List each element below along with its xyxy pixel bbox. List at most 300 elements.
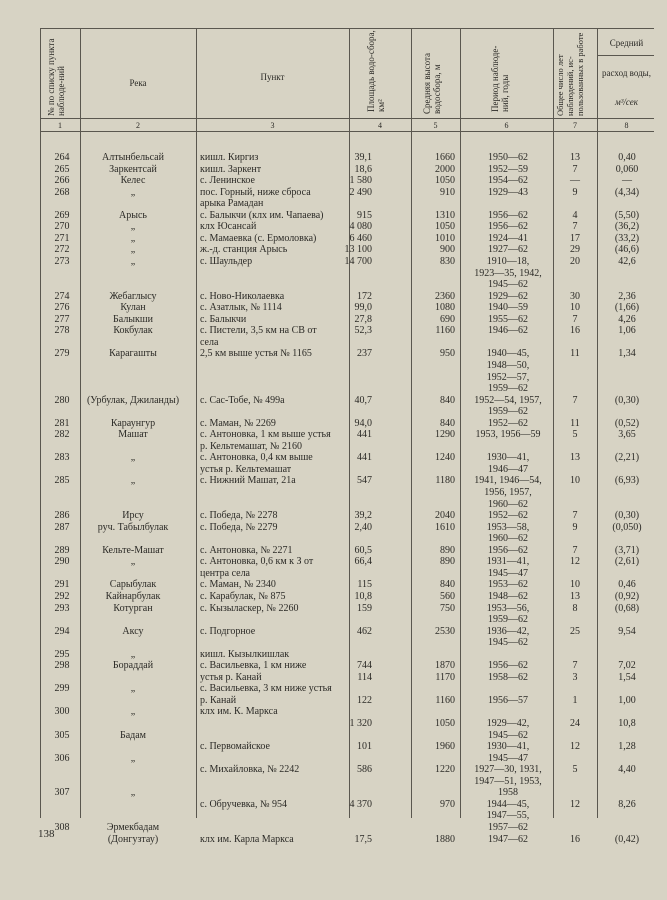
years-count: 7 bbox=[572, 221, 578, 233]
river-name: „ bbox=[130, 244, 136, 256]
site-name: с. Победа, № 2279 bbox=[200, 521, 278, 533]
observation-period: 1945—47 bbox=[488, 752, 528, 764]
years-count: 24 bbox=[570, 718, 580, 729]
station-number: 268 bbox=[54, 186, 70, 198]
mean-discharge: 0,46 bbox=[618, 579, 636, 591]
site-name: с. Ленинское bbox=[200, 175, 255, 187]
station-number: 273 bbox=[54, 255, 70, 267]
catchment-area: 159 bbox=[357, 602, 372, 614]
observation-period: 1936—42, bbox=[486, 625, 530, 637]
site-name: устья р. Кельтемашат bbox=[200, 463, 292, 475]
years-count: 11 bbox=[570, 417, 580, 429]
observation-period: 1948—50, bbox=[486, 359, 530, 371]
mean-height: 750 bbox=[440, 602, 455, 614]
observation-period: 1953, 1956—59 bbox=[475, 429, 541, 441]
site-name: с. Подгорное bbox=[200, 625, 256, 637]
catchment-area: 14 700 bbox=[344, 255, 372, 267]
years-count: 9 bbox=[572, 521, 578, 533]
observation-period: 1959—62 bbox=[488, 383, 528, 394]
header-discharge: расход воды, bbox=[602, 68, 651, 78]
observation-period: 1945—62 bbox=[488, 729, 528, 741]
site-name: клх им. Карла Маркса bbox=[200, 833, 294, 845]
station-number: 283 bbox=[54, 452, 70, 464]
mean-discharge: 0,060 bbox=[615, 163, 639, 175]
site-name: с. Карабулак, № 875 bbox=[200, 590, 286, 602]
mean-discharge: (0,42) bbox=[614, 833, 640, 845]
column-number: 8 bbox=[624, 121, 629, 130]
header-years-count: Общее число лет наблюдений, ис-пользованных в работе bbox=[555, 32, 585, 116]
river-name: „ bbox=[130, 556, 136, 568]
years-count: 12 bbox=[570, 741, 580, 753]
mean-discharge: (0,30) bbox=[614, 510, 640, 522]
mean-height: 840 bbox=[440, 579, 455, 591]
river-name: Алтынбельсай bbox=[102, 152, 164, 163]
mean-discharge: 0,40 bbox=[618, 152, 636, 163]
years-count: 17 bbox=[570, 232, 580, 244]
site-name: кишл. Кызылкишлак bbox=[200, 648, 290, 660]
river-name: Кокбулак bbox=[113, 325, 153, 337]
mean-discharge: 9,54 bbox=[618, 625, 636, 637]
station-number: 294 bbox=[54, 625, 70, 637]
mean-height: 1870 bbox=[435, 660, 455, 672]
river-name: „ bbox=[130, 752, 136, 764]
header-bottom-rule bbox=[40, 118, 654, 119]
observation-period: 1955—62 bbox=[488, 313, 528, 325]
observation-period: 1952—62 bbox=[488, 417, 528, 429]
observation-period: 1910—18, bbox=[486, 255, 530, 267]
station-number: 287 bbox=[54, 521, 70, 533]
station-number: 291 bbox=[54, 579, 70, 591]
site-name: кишл. Заркент bbox=[200, 163, 262, 175]
site-name: кишл. Киргиз bbox=[200, 152, 259, 163]
mean-discharge: (1,66) bbox=[614, 302, 640, 314]
observation-period: 1940—59 bbox=[488, 302, 528, 314]
mean-height: 1240 bbox=[435, 452, 455, 464]
river-name: „ bbox=[130, 706, 136, 718]
mean-height: 1290 bbox=[435, 429, 455, 441]
river-name: „ bbox=[130, 787, 136, 799]
observation-period: 1956—62 bbox=[488, 209, 528, 221]
mean-height: 890 bbox=[440, 544, 455, 556]
mean-height: 2360 bbox=[435, 290, 455, 302]
years-count: 7 bbox=[572, 313, 578, 325]
observation-period: 1947—62 bbox=[488, 833, 528, 845]
years-count: 13 bbox=[570, 590, 580, 602]
catchment-area: 4 080 bbox=[349, 221, 372, 233]
river-name: (Донгузтау) bbox=[107, 833, 159, 845]
mean-height: 1160 bbox=[435, 325, 455, 337]
observation-period: 1924—41 bbox=[488, 232, 528, 244]
years-count: 7 bbox=[572, 394, 578, 406]
years-count: 13 bbox=[570, 452, 580, 464]
station-number: 292 bbox=[54, 590, 70, 602]
catchment-area: 114 bbox=[357, 671, 372, 683]
mean-discharge: 1,54 bbox=[618, 671, 636, 683]
catchment-area: 2 490 bbox=[349, 186, 372, 198]
header-mean-height: Средняя высота водосбора, м bbox=[422, 52, 442, 114]
mean-height: 1220 bbox=[435, 764, 455, 776]
years-count: 16 bbox=[570, 833, 580, 845]
station-number: 306 bbox=[54, 752, 70, 764]
mean-height: 1880 bbox=[435, 833, 455, 845]
river-name: „ bbox=[130, 683, 136, 695]
river-name: „ bbox=[130, 648, 136, 660]
river-name: Карагашты bbox=[109, 348, 157, 360]
station-number: 289 bbox=[54, 544, 70, 556]
years-count: 12 bbox=[570, 798, 580, 810]
observation-period: 1948—62 bbox=[488, 590, 528, 602]
mean-height: 1160 bbox=[435, 694, 455, 706]
catchment-area: 39,2 bbox=[354, 510, 372, 522]
mean-height: 1610 bbox=[435, 521, 455, 533]
catchment-area: 94,0 bbox=[354, 417, 372, 429]
station-number: 299 bbox=[54, 683, 70, 695]
mean-discharge: 3,65 bbox=[618, 429, 636, 441]
site-name: арыка Рамадан bbox=[200, 198, 264, 210]
catchment-area: 2,40 bbox=[354, 521, 372, 533]
column-number: 5 bbox=[433, 121, 438, 130]
station-number: 286 bbox=[54, 510, 70, 522]
station-number: 277 bbox=[54, 313, 70, 325]
years-count: 5 bbox=[572, 429, 578, 441]
station-number: 270 bbox=[54, 221, 70, 233]
catchment-area: 122 bbox=[357, 694, 372, 706]
river-name: Келес bbox=[120, 175, 146, 187]
station-number: 274 bbox=[54, 290, 70, 302]
column-number: 2 bbox=[136, 121, 140, 130]
mean-height: 1050 bbox=[435, 221, 455, 233]
station-number: 269 bbox=[54, 209, 70, 221]
years-count: 10 bbox=[570, 302, 580, 314]
observation-period: 1956—62 bbox=[488, 544, 528, 556]
catchment-area: 13 100 bbox=[344, 244, 372, 256]
mean-discharge: (0,050) bbox=[612, 521, 642, 533]
mean-discharge: (5,50) bbox=[614, 209, 640, 221]
catchment-area: 1 580 bbox=[349, 175, 372, 187]
observation-period: 1923—35, 1942, bbox=[474, 267, 542, 279]
observation-period: 1956, 1957, bbox=[484, 487, 532, 498]
river-name: „ bbox=[130, 475, 136, 487]
mean-discharge: (33,2) bbox=[614, 232, 640, 244]
years-count: — bbox=[570, 175, 580, 187]
river-name: (Урбулак, Джиланды) bbox=[86, 394, 180, 406]
mean-height: 2530 bbox=[435, 625, 455, 637]
years-count: 8 bbox=[572, 602, 578, 614]
station-number: 300 bbox=[54, 706, 70, 718]
mean-discharge: (46,6) bbox=[614, 244, 640, 256]
station-number: 285 bbox=[54, 475, 70, 487]
catchment-area: 441 bbox=[357, 452, 372, 464]
site-name: с. Ново-Николаевка bbox=[200, 290, 285, 302]
mean-height: 1310 bbox=[435, 209, 455, 221]
observation-period: 1956—62 bbox=[488, 221, 528, 233]
years-count: 4 bbox=[572, 209, 578, 221]
site-name: 2,5 км выше устья № 1165 bbox=[200, 348, 312, 360]
catchment-area: 462 bbox=[357, 625, 372, 637]
mean-discharge: (4,34) bbox=[614, 186, 640, 198]
site-name: села bbox=[200, 336, 219, 348]
catchment-area: 115 bbox=[357, 579, 372, 591]
river-name: Котурган bbox=[113, 602, 153, 614]
observation-period: 1956—62 bbox=[488, 660, 528, 672]
catchment-area: 52,3 bbox=[354, 325, 372, 337]
mean-discharge: 2,36 bbox=[618, 290, 636, 302]
mean-height: 840 bbox=[440, 394, 455, 406]
river-name: Бадам bbox=[119, 729, 147, 741]
mean-height: 690 bbox=[440, 313, 455, 325]
mean-discharge: 1,06 bbox=[618, 325, 636, 337]
observation-period: 1930—41, bbox=[486, 741, 530, 753]
column-number: 1 bbox=[58, 121, 62, 130]
years-count: 1 bbox=[572, 694, 578, 706]
observation-period: 1929—43 bbox=[488, 186, 528, 198]
column-number: 6 bbox=[504, 121, 509, 130]
years-count: 29 bbox=[570, 244, 580, 256]
river-name: Эрмекбадам bbox=[106, 821, 160, 833]
site-name: с. Васильевка, 1 км ниже bbox=[200, 660, 307, 672]
catchment-area: 17,5 bbox=[354, 833, 372, 845]
catchment-area: 915 bbox=[357, 209, 372, 221]
observation-period: 1952—59 bbox=[488, 163, 528, 175]
river-name: Кельте-Машат bbox=[102, 544, 164, 556]
observation-period: 1952—62 bbox=[488, 510, 528, 522]
observation-period: 1945—62 bbox=[488, 637, 528, 649]
site-name: с. Антоновка, 0,6 км к З от bbox=[200, 556, 314, 568]
river-name: „ bbox=[130, 221, 136, 233]
observation-period: 1958—62 bbox=[488, 671, 528, 683]
years-count: 16 bbox=[570, 325, 580, 337]
mean-discharge: 7,02 bbox=[618, 660, 636, 672]
catchment-area: 27,8 bbox=[354, 313, 372, 325]
years-count: 20 bbox=[570, 255, 580, 267]
observation-period: 1945—62 bbox=[488, 279, 528, 291]
observation-period: 1950—62 bbox=[488, 152, 528, 163]
years-count: 9 bbox=[572, 186, 578, 198]
station-number: 266 bbox=[54, 175, 70, 187]
site-name: с. Маман, № 2340 bbox=[200, 579, 276, 591]
site-name: устья р. Канай bbox=[200, 671, 262, 683]
years-count: 3 bbox=[572, 671, 578, 683]
catchment-area: 18,6 bbox=[354, 163, 372, 175]
river-name: Заркентсай bbox=[109, 163, 157, 175]
mean-height: 900 bbox=[440, 244, 455, 256]
mean-height: 1080 bbox=[435, 302, 455, 314]
river-name: Жебаглысу bbox=[109, 290, 157, 302]
catchment-area: 40,7 bbox=[354, 394, 372, 406]
site-name: клх им. К. Маркса bbox=[200, 706, 278, 718]
station-number: 290 bbox=[54, 556, 70, 568]
group-header-rule bbox=[597, 55, 654, 56]
site-name: с. Пистели, 3,5 км на СВ от bbox=[200, 325, 317, 337]
mean-height: 1170 bbox=[435, 671, 455, 683]
observation-period: 1958 bbox=[498, 787, 518, 799]
river-name: Аксу bbox=[122, 625, 144, 637]
header-station-number: № по списку пункта наблюде-ний bbox=[46, 38, 66, 116]
river-name: „ bbox=[130, 255, 136, 267]
site-name: с. Мамаевка (с. Ермоловка) bbox=[200, 232, 317, 244]
site-name: с. Шаульдер bbox=[200, 255, 253, 267]
site-name: с. Балыкчи (клх им. Чапаева) bbox=[200, 209, 324, 221]
observation-period: 1952—57, bbox=[486, 371, 530, 383]
catchment-area: 1 320 bbox=[349, 718, 372, 729]
mean-discharge: 42,6 bbox=[618, 255, 636, 267]
observation-period: 1957—62 bbox=[488, 821, 528, 833]
mean-height: 830 bbox=[440, 255, 455, 267]
station-number: 279 bbox=[54, 348, 70, 360]
observation-period: 1940—45, bbox=[486, 348, 530, 360]
river-name: „ bbox=[130, 452, 136, 464]
mean-height: 910 bbox=[440, 186, 455, 198]
river-name: Кулан bbox=[120, 302, 146, 314]
mean-discharge: (2,61) bbox=[614, 556, 640, 568]
site-name: центра села bbox=[200, 567, 250, 579]
mean-discharge: (0,30) bbox=[614, 394, 640, 406]
site-name: клх Юсансай bbox=[200, 221, 257, 233]
observation-period: 1946—47 bbox=[488, 463, 528, 475]
observation-period: 1947—51, 1953, bbox=[474, 775, 542, 787]
mean-discharge: (2,21) bbox=[614, 452, 640, 464]
site-name: с. Обручевка, № 954 bbox=[200, 798, 287, 810]
mean-discharge: (0,68) bbox=[614, 602, 640, 614]
catchment-area: 744 bbox=[357, 660, 372, 672]
observation-period: 1927—62 bbox=[488, 244, 528, 256]
mean-discharge: 4,26 bbox=[618, 313, 636, 325]
column-number: 7 bbox=[573, 121, 577, 130]
mean-discharge: (6,93) bbox=[614, 475, 640, 487]
site-name: с. Первомайское bbox=[200, 741, 270, 753]
mean-height: 1180 bbox=[435, 475, 455, 487]
catchment-area: 172 bbox=[357, 290, 372, 302]
catchment-area: 441 bbox=[357, 429, 372, 441]
column-divider-4 bbox=[411, 28, 412, 818]
observation-period: 1960—62 bbox=[488, 533, 528, 545]
mean-height: 950 bbox=[440, 348, 455, 360]
mean-height: 1660 bbox=[435, 152, 455, 163]
page-number: 138 bbox=[38, 828, 55, 840]
river-name: руч. Табылбулак bbox=[97, 521, 169, 533]
years-count: 10 bbox=[570, 579, 580, 591]
observation-period: 1953—56, bbox=[486, 602, 530, 614]
column-number: 4 bbox=[378, 121, 382, 130]
mean-height: 1960 bbox=[435, 741, 455, 753]
site-name: с. Сас-Тобе, № 499а bbox=[200, 394, 285, 406]
station-number: 308 bbox=[54, 821, 70, 833]
catchment-area: 586 bbox=[357, 764, 372, 776]
years-count: 7 bbox=[572, 510, 578, 522]
mean-discharge: — bbox=[622, 175, 632, 187]
observation-period: 1944—45, bbox=[486, 798, 530, 810]
site-name: р. Кельтемашат, № 2160 bbox=[200, 440, 302, 452]
column-divider-2 bbox=[196, 28, 197, 818]
catchment-area: 237 bbox=[357, 348, 372, 360]
station-number: 282 bbox=[54, 429, 70, 441]
column-divider-7 bbox=[597, 28, 598, 818]
station-number: 298 bbox=[54, 660, 70, 672]
mean-discharge: (0,52) bbox=[614, 417, 640, 429]
mean-height: 2000 bbox=[435, 163, 455, 175]
observation-period: 1959—62 bbox=[488, 614, 528, 625]
station-number: 293 bbox=[54, 602, 70, 614]
mean-discharge: 1,34 bbox=[618, 348, 636, 360]
observation-period: 1927—30, 1931, bbox=[474, 764, 542, 776]
catchment-area: 6 460 bbox=[349, 232, 372, 244]
years-count: 30 bbox=[570, 290, 580, 302]
observation-period: 1929—62 bbox=[488, 290, 528, 302]
river-name: Машат bbox=[118, 429, 148, 441]
site-name: с. Антоновка, № 2271 bbox=[200, 544, 293, 556]
observation-period: 1952—54, 1957, bbox=[474, 394, 542, 406]
observation-period: 1960—62 bbox=[488, 498, 528, 510]
site-name: с. Васильевка, 3 км ниже устья bbox=[200, 683, 332, 695]
observation-period: 1953—58, bbox=[486, 521, 530, 533]
mean-discharge: 1,28 bbox=[618, 741, 636, 753]
river-name: Бораддай bbox=[112, 660, 154, 672]
station-number: 307 bbox=[54, 787, 70, 799]
observation-period: 1930—41, bbox=[486, 452, 530, 464]
site-name: с. Маман, № 2269 bbox=[200, 417, 276, 429]
station-number: 280 bbox=[54, 394, 70, 406]
mean-height: 1010 bbox=[435, 232, 455, 244]
river-name: Балыкши bbox=[113, 313, 153, 325]
river-name: Арысь bbox=[119, 209, 147, 221]
station-number: 271 bbox=[54, 232, 70, 244]
station-number: 295 bbox=[54, 648, 70, 660]
station-number: 281 bbox=[54, 417, 70, 429]
column-divider-6 bbox=[553, 28, 554, 818]
years-count: 5 bbox=[572, 764, 578, 776]
mean-height: 1050 bbox=[435, 175, 455, 187]
mean-height: 840 bbox=[440, 417, 455, 429]
river-name: „ bbox=[130, 186, 136, 198]
site-name: с. Антоновка, 0,4 км выше bbox=[200, 452, 313, 464]
station-number: 305 bbox=[54, 729, 70, 741]
mean-height: 890 bbox=[440, 556, 455, 568]
site-name: с. Михайловка, № 2242 bbox=[200, 764, 300, 776]
river-name: Караунгур bbox=[110, 417, 156, 429]
years-count: 11 bbox=[570, 348, 580, 360]
observation-period: 1947—55, bbox=[486, 810, 530, 822]
river-name: „ bbox=[130, 232, 136, 244]
station-number: 272 bbox=[54, 244, 70, 256]
observation-period: 1956—57 bbox=[488, 694, 528, 706]
years-count: 13 bbox=[570, 152, 580, 163]
site-name: с. Нижний Машат, 21а bbox=[200, 475, 296, 487]
column-number: 3 bbox=[270, 121, 275, 130]
mean-height: 1050 bbox=[435, 718, 455, 729]
catchment-area: 10,8 bbox=[354, 590, 372, 602]
mean-discharge: 8,26 bbox=[618, 798, 636, 810]
observation-period: 1931—41, bbox=[486, 556, 530, 568]
mean-discharge: 10,8 bbox=[618, 718, 636, 729]
site-name: с. Азатлык, № 1114 bbox=[200, 302, 282, 314]
observation-period: 1929—42, bbox=[486, 718, 530, 729]
station-number: 264 bbox=[54, 152, 70, 163]
header-river: Река bbox=[129, 78, 147, 88]
header-catchment-area: Площадь водо-сбора, км² bbox=[366, 30, 386, 112]
observation-period: 1954—62 bbox=[488, 175, 528, 187]
header-discharge-unit: м³/сек bbox=[614, 97, 639, 107]
station-number: 276 bbox=[54, 302, 70, 314]
years-count: 7 bbox=[572, 660, 578, 672]
years-count: 7 bbox=[572, 544, 578, 556]
mean-height: 2040 bbox=[435, 510, 455, 522]
header-site: Пункт bbox=[260, 72, 285, 82]
river-name: Ирсу bbox=[122, 510, 144, 522]
column-number-rule bbox=[40, 131, 654, 132]
table-left-border bbox=[40, 28, 41, 818]
years-count: 10 bbox=[570, 475, 580, 487]
site-name: ж.-д. станция Арысь bbox=[200, 244, 288, 256]
